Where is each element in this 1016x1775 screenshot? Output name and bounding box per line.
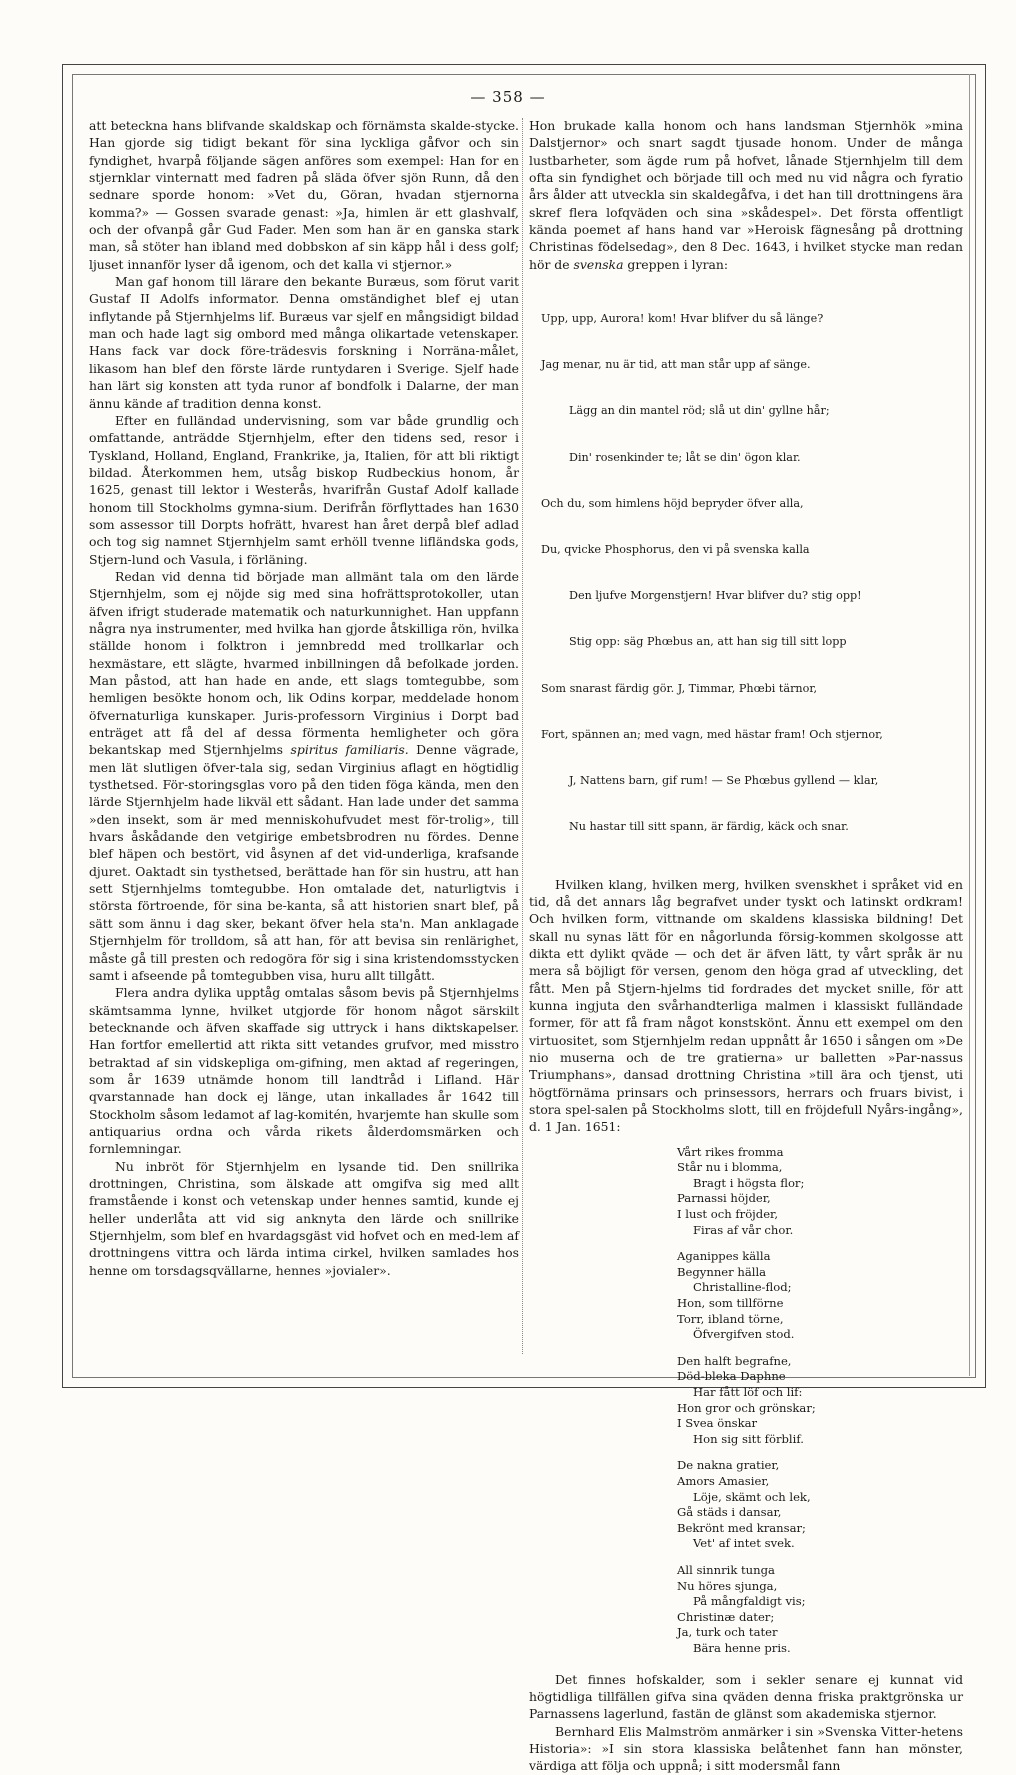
poem-line: All sinnrik tunga bbox=[677, 1562, 775, 1577]
verse-line: Jag menar, nu är tid, att man står upp af sänge. bbox=[541, 358, 811, 372]
paragraph-1: att beteckna hans blifvande skaldskap och förnämsta skalde-stycke. Han gjorde sig tidigt bekant för sina lyckliga gåfvor och sin fyndighet, hvarpå följande sägen anföres som exempel: Han for en stjernklar vinternatt med fadren på släda öfver sjön Runn, då den sednare sporde honom: »Vet du, Göran, hvadan stjernorna komma?» — Gossen svarade genast: »Ja, himlen är ett glashvalf, och der ofvanpå går Gud Fader. Men som han är en ganska stark man, så stöter han ibland med dobbskon af sin käpp hål i dess golf; ljuset innanför lyser då igenom, och det kalla vi stjernor.» bbox=[89, 118, 519, 272]
emphasis-svenska: svenska bbox=[573, 256, 624, 272]
poem-line: Christalline-flod; bbox=[693, 1280, 792, 1295]
poem-line: Vet' af intet svek. bbox=[693, 1536, 795, 1551]
poem-line: Den halft begrafne, bbox=[677, 1353, 792, 1368]
paragraph-6: Nu inbröt för Stjernhjelm en lysande tid. Den snillrika drottningen, Christina, som älskade att omgifva sig med allt framstående i konst och vetenskap under hennes samtid, kunde ej heller underlåta att vid sig anknyta den lärde och snillrike Stjernhjelm, som blef en hvardagsgäst vid hofvet och en med-lem af drottningens vittra och lärda intima cirkel, hvilken samlades hos henne om torsdagsqvällarne, hennes »jovialer». bbox=[89, 1158, 519, 1278]
right-column bbox=[529, 117, 963, 1774]
verse-line: Och du, som himlens höjd bepryder öfver alla, bbox=[541, 496, 804, 510]
paragraph-7 bbox=[529, 117, 963, 273]
stanza bbox=[677, 1458, 963, 1552]
poem-line: Hon, som tillförne bbox=[677, 1296, 784, 1311]
paragraph-7-end: greppen i lyran: bbox=[623, 256, 729, 272]
poem-line: I lust och fröjder, bbox=[677, 1207, 779, 1222]
paragraph-4-text: Redan vid denna tid började man allmänt tala om den lärde Stjernhjelm, som ej nöjde sig med sina hofrättsprotokoller, utan äfven ifrigt studerade matematik och naturkunnighet. Han uppfann några nya instrumenter, med hvilka han gjorde åtskilliga rön, hvilka ställde honom i folktron i jemnbredd med trollkarlar och hexmästare, ett slägte, hvarmed inbillningen då befolkade jorden. Man påstod, att han hade en ande, ett slags tomtegubbe, som hemligen besökte honom och, lik Odins korpar, meddelade honom öfvernaturliga kunskaper. Juris-professorn Virginius i Dorpt bad enträget att få del af dessa förmenta hemligheter och göra bekantskap med Stjernhjelms bbox=[89, 568, 519, 758]
page-border-rule bbox=[969, 74, 970, 1376]
paragraph-7-text: Hon brukade kalla honom och hans landsman Stjernhök »mina Dalstjernor» och snart sagdt tjusade honom. Under de många lustbarheter, som ägde rum på hofvet, lånade Stjernhjelm till dem ofta sin fyndighet och började till och med nu vid några och fyratio års ålder att utveckla sin skaldegåfva, i det han till drottningens ära skref flera lofqväden och sina »skådespel». Det första offentligt kända poemet af hans hand var »Heroisk fägnesång på drottning Christinas födelsedag», den 8 Dec. 1643, i hvilket stycke man redan hör de bbox=[529, 118, 963, 272]
paragraph-4 bbox=[89, 568, 519, 984]
poem-line: Gå städs i dansar, bbox=[677, 1505, 782, 1520]
verse-line: Stig opp: säg Phœbus an, att han sig till sitt lopp bbox=[569, 635, 847, 649]
stanza bbox=[677, 1145, 963, 1239]
poem bbox=[677, 1145, 963, 1657]
poem-line: Firas af vår chor. bbox=[693, 1222, 794, 1237]
verse-line: Du, qvicke Phosphorus, den vi på svenska kalla bbox=[541, 543, 810, 556]
poem-line: Hon sig sitt förblif. bbox=[693, 1431, 804, 1446]
paragraph-10: Bernhard Elis Malmström anmärker i sin »Svenska Vitter-hetens Historia»: »I sin stora klassiska belåtenhet fann han mönster, värdiga att följa och uppnå; i sitt modersmål fann bbox=[529, 1723, 963, 1774]
verse-line: J, Nattens barn, gif rum! — Se Phœbus gyllend — klar, bbox=[569, 774, 879, 788]
poem-line: Har fått löf och lif: bbox=[693, 1385, 803, 1399]
column-divider bbox=[522, 118, 523, 1354]
verse-line: Den ljufve Morgenstjern! Hvar blifver du? stig opp! bbox=[569, 589, 862, 603]
poem-line: Amors Amasier, bbox=[677, 1473, 770, 1488]
verse-excerpt bbox=[541, 280, 963, 865]
poem-line: Begynner hälla bbox=[677, 1264, 767, 1279]
latin-phrase: spiritus familiaris. bbox=[290, 742, 409, 758]
stanza bbox=[677, 1563, 963, 1657]
poem-line: Aganippes källa bbox=[677, 1249, 771, 1264]
poem-line: Död-bleka Daphne bbox=[677, 1369, 786, 1384]
poem-line: Christinæ dater; bbox=[677, 1609, 775, 1624]
poem-line: Parnassi höjder, bbox=[677, 1191, 771, 1206]
poem-line: Nu höres sjunga, bbox=[677, 1578, 778, 1593]
verse-line: Upp, upp, Aurora! kom! Hvar blifver du så länge? bbox=[541, 311, 824, 325]
verse-line: Nu hastar till sitt spann, är färdig, käck och snar. bbox=[569, 820, 849, 834]
poem-line: Bekrönt med kransar; bbox=[677, 1520, 806, 1535]
verse-line: Som snarast färdig gör. J, Timmar, Phœbi tärnor, bbox=[541, 681, 818, 695]
poem-line: I Svea önskar bbox=[677, 1416, 758, 1431]
poem-line: Vårt rikes fromma bbox=[677, 1144, 784, 1159]
page-number: — 358 — bbox=[470, 88, 546, 106]
poem-line: Hon gror och grönskar; bbox=[677, 1400, 816, 1415]
poem-line: Ja, turk och tater bbox=[677, 1625, 778, 1640]
stanza bbox=[677, 1354, 963, 1448]
poem-line: Öfvergifven stod. bbox=[693, 1327, 795, 1342]
poem-line: Löje, skämt och lek, bbox=[693, 1489, 811, 1504]
paragraph-2: Man gaf honom till lärare den bekante Buræus, som förut varit Gustaf II Adolfs informator. Denna omständighet blef ej utan inflytande på Stjernhjelms lif. Buræus var sjelf en mångsidigt bildad man och hade lagt sig ombord med många olikartade vetenskaper. Hans fack var dock före-trädesvis forskning i Norräna-målet, likasom han blef den förste lärde runtydaren i Sverige. Sjelf hade han lärt sig konsten att tyda runor af bondfolk i Dalarne, der man ännu kände af tradition denna konst. bbox=[89, 274, 519, 411]
paragraph-9: Det finnes hofskalder, som i sekler senare ej kunnat vid högtidliga tillfällen gifva sina qväden denna friska praktgrönska ur Parnassens lagerlund, fastän de glänst som akademiska stjernor. bbox=[529, 1671, 963, 1722]
verse-line: Lägg an din mantel röd; slå ut din' gyllne hår; bbox=[569, 404, 830, 418]
verse-line: Din' rosenkinder te; låt se din' ögon klar. bbox=[569, 450, 801, 464]
poem-line: Torr, ibland törne, bbox=[677, 1311, 784, 1326]
paragraph-4-continued: Denne vägrade, men lät slutligen öfver-tala sig, sedan Virginius aflagt en högtidlig tysthetsed. För-storingsglas voro på den tiden föga kända, men den lärde Stjernhjelm hade likväl ett sådant. Han lade under det samma »den insekt, som är med menniskohufvudet mest för-trolig», till hvars åskådande den vetgirige embetsbrodren nu fördes. Denne blef häpen och bestört, vid åsynen af det vid-underliga, krafsande djuret. Oaktadt sin tysthetsed, berättade han för sin hustru, att han sett Stjernhjelms tomtegubbe. Hon omtalade det, naturligtvis i största förtroende, för sina be-kanta, så att historien snart blef, på sätt som ännu i dag sker, bekant öfver hela sta'n. Man anklagade Stjernhjelm för trolldom, så att han, för att bevisa sin renlärighet, måste gå till presten och redogöra för sig i sina kristendomsstycken samt i afseende på tomtegubben visa, huru allt tillgått. bbox=[89, 742, 519, 983]
poem-line: Bära henne pris. bbox=[693, 1640, 791, 1655]
poem-line: Bragt i högsta flor; bbox=[693, 1175, 805, 1190]
poem-line: På mångfaldigt vis; bbox=[693, 1594, 806, 1609]
verse-line: Fort, spännen an; med vagn, med hästar fram! Och stjernor, bbox=[541, 727, 883, 741]
paragraph-3: Efter en fulländad undervisning, som var både grundlig och omfattande, anträdde Stjernhjelm, efter den tidens sed, resor i Tyskland, Holland, England, Frankrike, ja, Italien, för att bli riktigt bildad. Återkommen hem, utsåg biskop Rudbeckius honom, år 1625, genast till lektor i Westerås, hvarifrån Gustaf Adolf kallade honom till Stockholms gymna-sium. Derifrån förflyttades han 1630 som assessor till Dorpts hofrätt, hvarest han året derpå blef adlad och tog sig namnet Stjernhjelm samt erhöll tvenne lifländska gods, Stjern-lund och Vasula, i förläning. bbox=[89, 412, 519, 567]
paragraph-8: Hvilken klang, hvilken merg, hvilken svenskhet i språket vid en tid, då det annars låg begrafvet under tyskt och latinskt ordkram! Och hvilken form, vittnande om skaldens klassiska bildning! Det skall nu synas lätt för en någorlunda försig-kommen skolgosse att dikta ett dylikt qväde — och det är äfven lätt, ty vårt språk är nu mera så böjligt för versen, genom den höga grad af utveckling, det fått. Men på Stjern-hjelms tid fordrades det mycket snille, för att kunna ingjuta den svårhandterliga malmen i klassiskt fulländade former, för att få fram något konstskönt. Ännu ett exempel om den virtuositet, som Stjernhjelm redan uppnått år 1650 i sången om »De nio muserna och de tre gratierna» ur balletten »Par-nassus Triumphans», dansad drottning Christina »till ära och tjenst, uti högtförnäma prinsars och prinsessors, herrars och fruars bivist, i stora spel-salen på Stockholms slott, till en fröjdefull Nyårs-ingång», d. 1 Jan. 1651: bbox=[529, 876, 963, 1135]
left-column bbox=[89, 117, 519, 1357]
paragraph-5: Flera andra dylika upptåg omtalas såsom bevis på Stjernhjelms skämtsamma lynne, hvilket utgjorde för honom något särskilt betecknande och äfven skaffade sig uttryck i hans diktskapelser. Han fortfor emellertid att rikta sitt vetandes grufvor, med misstro betraktad af sin vidskepliga om-gifning, men aktad af regeringen, som år 1639 utnämde honom till landtråd i Lifland. Här qvarstannade han dock ej länge, utan inkallades år 1642 till Stockholm såsom ledamot af lag-komitén, hvarjemte han skulle som antiquarius ordna och vårda rikets ålderdomsmärken och fornlemningar. bbox=[89, 985, 519, 1157]
poem-line: Står nu i blomma, bbox=[677, 1160, 783, 1175]
stanza bbox=[677, 1249, 963, 1343]
poem-line: De nakna gratier, bbox=[677, 1458, 780, 1473]
